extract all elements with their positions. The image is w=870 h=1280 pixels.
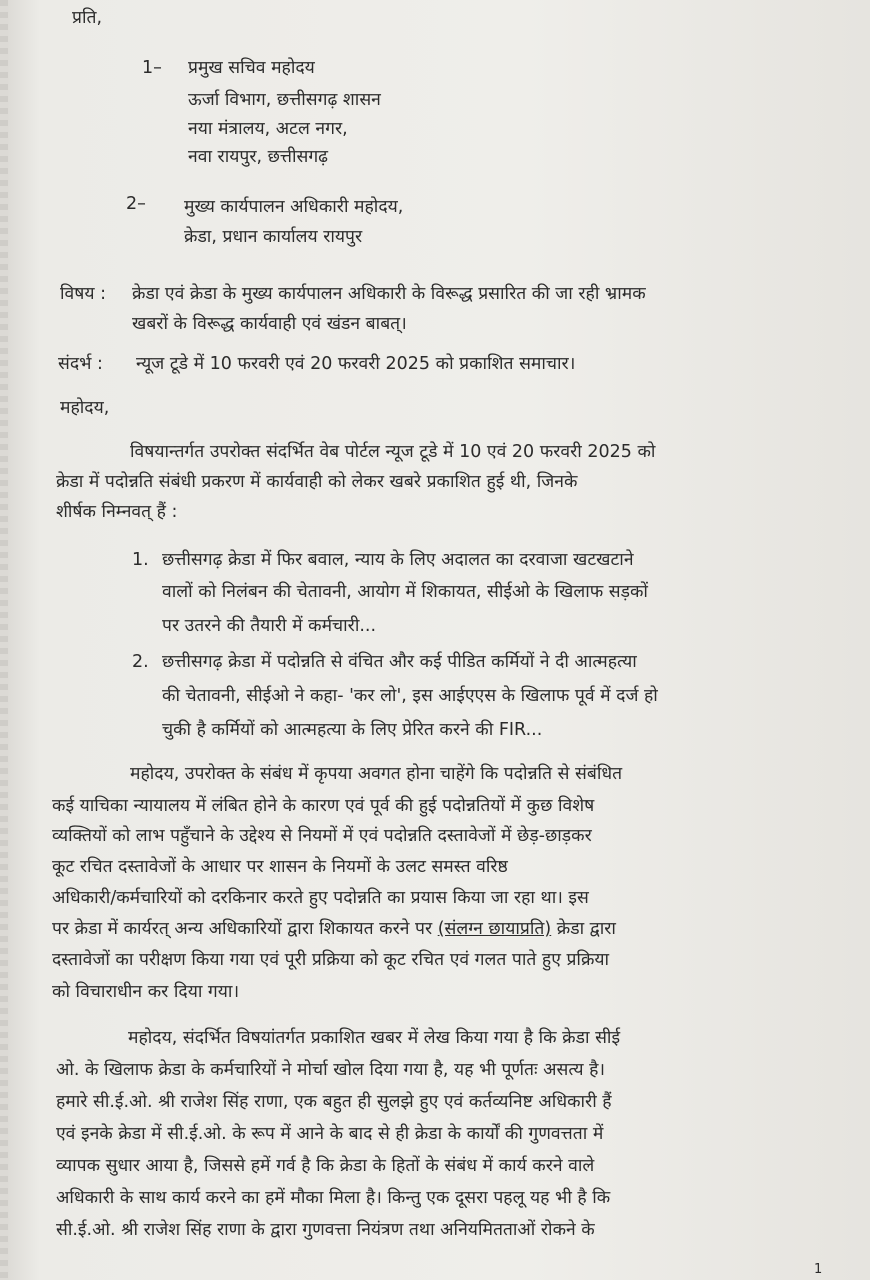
torn-edge (0, 0, 8, 1280)
reference-label: संदर्भ : (58, 354, 103, 374)
list-item-line: की चेतावनी, सीईओ ने कहा- 'कर लो', इस आईएएस के खिलाफ पूर्व में दर्ज हो (162, 686, 658, 706)
recipient-line: नया मंत्रालय, अटल नगर, (188, 119, 348, 139)
paragraph-line: क्रेडा में पदोन्नति संबंधी प्रकरण में कार्यवाही को लेकर खबरे प्रकाशित हुई थी, जिनके (56, 472, 578, 492)
recipient-line: ऊर्जा विभाग, छत्तीसगढ़ शासन (188, 90, 381, 110)
list-number: 2. (132, 652, 149, 672)
subject-line: खबरों के विरूद्ध कार्यवाही एवं खंडन बाबत्। (132, 314, 407, 334)
list-item-line: छत्तीसगढ़ क्रेडा में पदोन्नति से वंचित और कई पीडित कर्मियों ने दी आत्महत्या (162, 652, 637, 672)
paragraph-line: शीर्षक निम्नवत् हैं : (56, 502, 178, 522)
paragraph-line: कई याचिका न्यायालय में लंबित होने के कारण एवं पूर्व की हुई पदोन्नतियों में कुछ विशेष (52, 796, 595, 816)
paragraph-line: महोदय, उपरोक्त के संबंध में कृपया अवगत होना चाहेंगे कि पदोन्नति से संबंधित (130, 764, 623, 784)
recipient-number: 1– (142, 58, 162, 78)
list-item-line: वालों को निलंबन की चेतावनी, आयोग में शिकायत, सीईओ के खिलाफ सड़कों (162, 582, 648, 602)
paragraph-line: विषयान्तर्गत उपरोक्त संदर्भित वेब पोर्टल न्यूज टूडे में 10 एवं 20 फरवरी 2025 को (130, 442, 656, 462)
subject-label: विषय : (60, 284, 106, 304)
recipient-line: क्रेडा, प्रधान कार्यालय रायपुर (184, 227, 363, 247)
paragraph-line: एवं इनके क्रेडा में सी.ई.ओ. के रूप में आने के बाद से ही क्रेडा के कार्यों की गुणवत्तता में (56, 1124, 604, 1144)
recipient-number: 2– (126, 194, 146, 214)
list-number: 1. (132, 550, 149, 570)
reference-text: न्यूज टूडे में 10 फरवरी एवं 20 फरवरी 2025 को प्रकाशित समाचार। (136, 354, 576, 374)
paragraph-line: ओ. के खिलाफ क्रेडा के कर्मचारियों ने मोर्चा खोल दिया गया है, यह भी पूर्णतः असत्य है। (56, 1060, 606, 1080)
paragraph-line: दस्तावेजों का परीक्षण किया गया एवं पूरी प्रक्रिया को कूट रचित एवं गलत पाते हुए प्रक्रिया (52, 950, 610, 970)
paragraph-line: हमारे सी.ई.ओ. श्री राजेश सिंह राणा, एक बहुत ही सुलझे हुए एवं कर्तव्यनिष्ट अधिकारी हैं (56, 1092, 612, 1112)
recipient-line: नवा रायपुर, छत्तीसगढ़ (188, 147, 329, 167)
list-item-line: पर उतरने की तैयारी में कर्मचारी... (162, 616, 377, 636)
recipient-line: प्रमुख सचिव महोदय (188, 58, 315, 78)
paragraph-line: को विचाराधीन कर दिया गया। (52, 982, 240, 1002)
paragraph-line: कूट रचित दस्तावेजों के आधार पर शासन के नियमों के उलट समस्त वरिष्ठ (52, 857, 508, 877)
salutation-to: प्रति, (72, 8, 103, 28)
greeting: महोदय, (60, 398, 110, 418)
page-number: 1 (814, 1262, 823, 1277)
recipient-line: मुख्य कार्यपालन अधिकारी महोदय, (184, 197, 404, 217)
list-item-line: चुकी है कर्मियों को आत्महत्या के लिए प्रेरित करने की FIR... (162, 720, 543, 740)
paragraph-line: अधिकारी/कर्मचारियों को दरकिनार करते हुए पदोन्नति का प्रयास किया जा रहा था। इस (52, 888, 589, 908)
list-item-line: छत्तीसगढ़ क्रेडा में फिर बवाल, न्याय के लिए अदालत का दरवाजा खटखटाने (162, 550, 634, 570)
paragraph-line: पर क्रेडा में कार्यरत् अन्य अधिकारियों द्वारा शिकायत करने पर (संलग्न छायाप्रति) क्रेडा द्वारा (52, 919, 616, 939)
paragraph-line: व्यापक सुधार आया है, जिससे हमें गर्व है कि क्रेडा के हितों के संबंध में कार्य करने वाले (56, 1156, 595, 1176)
paragraph-line: अधिकारी के साथ कार्य करने का हमें मौका मिला है। किन्तु एक दूसरा पहलू यह भी है कि (56, 1188, 611, 1208)
paragraph-line: सी.ई.ओ. श्री राजेश सिंह राणा के द्वारा गुणवत्ता नियंत्रण तथा अनियमितताओं रोकने के (56, 1220, 595, 1240)
subject-line: क्रेडा एवं क्रेडा के मुख्य कार्यपालन अधिकारी के विरूद्ध प्रसारित की जा रही भ्रामक (132, 284, 646, 304)
paragraph-line: व्यक्तियों को लाभ पहुँचाने के उद्देश्य से नियमों में एवं पदोन्नति दस्तावेजों में छेड़-छाड़कर (52, 826, 592, 846)
paragraph-line: महोदय, संदर्भित विषयांतर्गत प्रकाशित खबर में लेख किया गया है कि क्रेडा सीई (128, 1028, 621, 1048)
attachment-note: (संलग्न छायाप्रति) (437, 919, 552, 939)
